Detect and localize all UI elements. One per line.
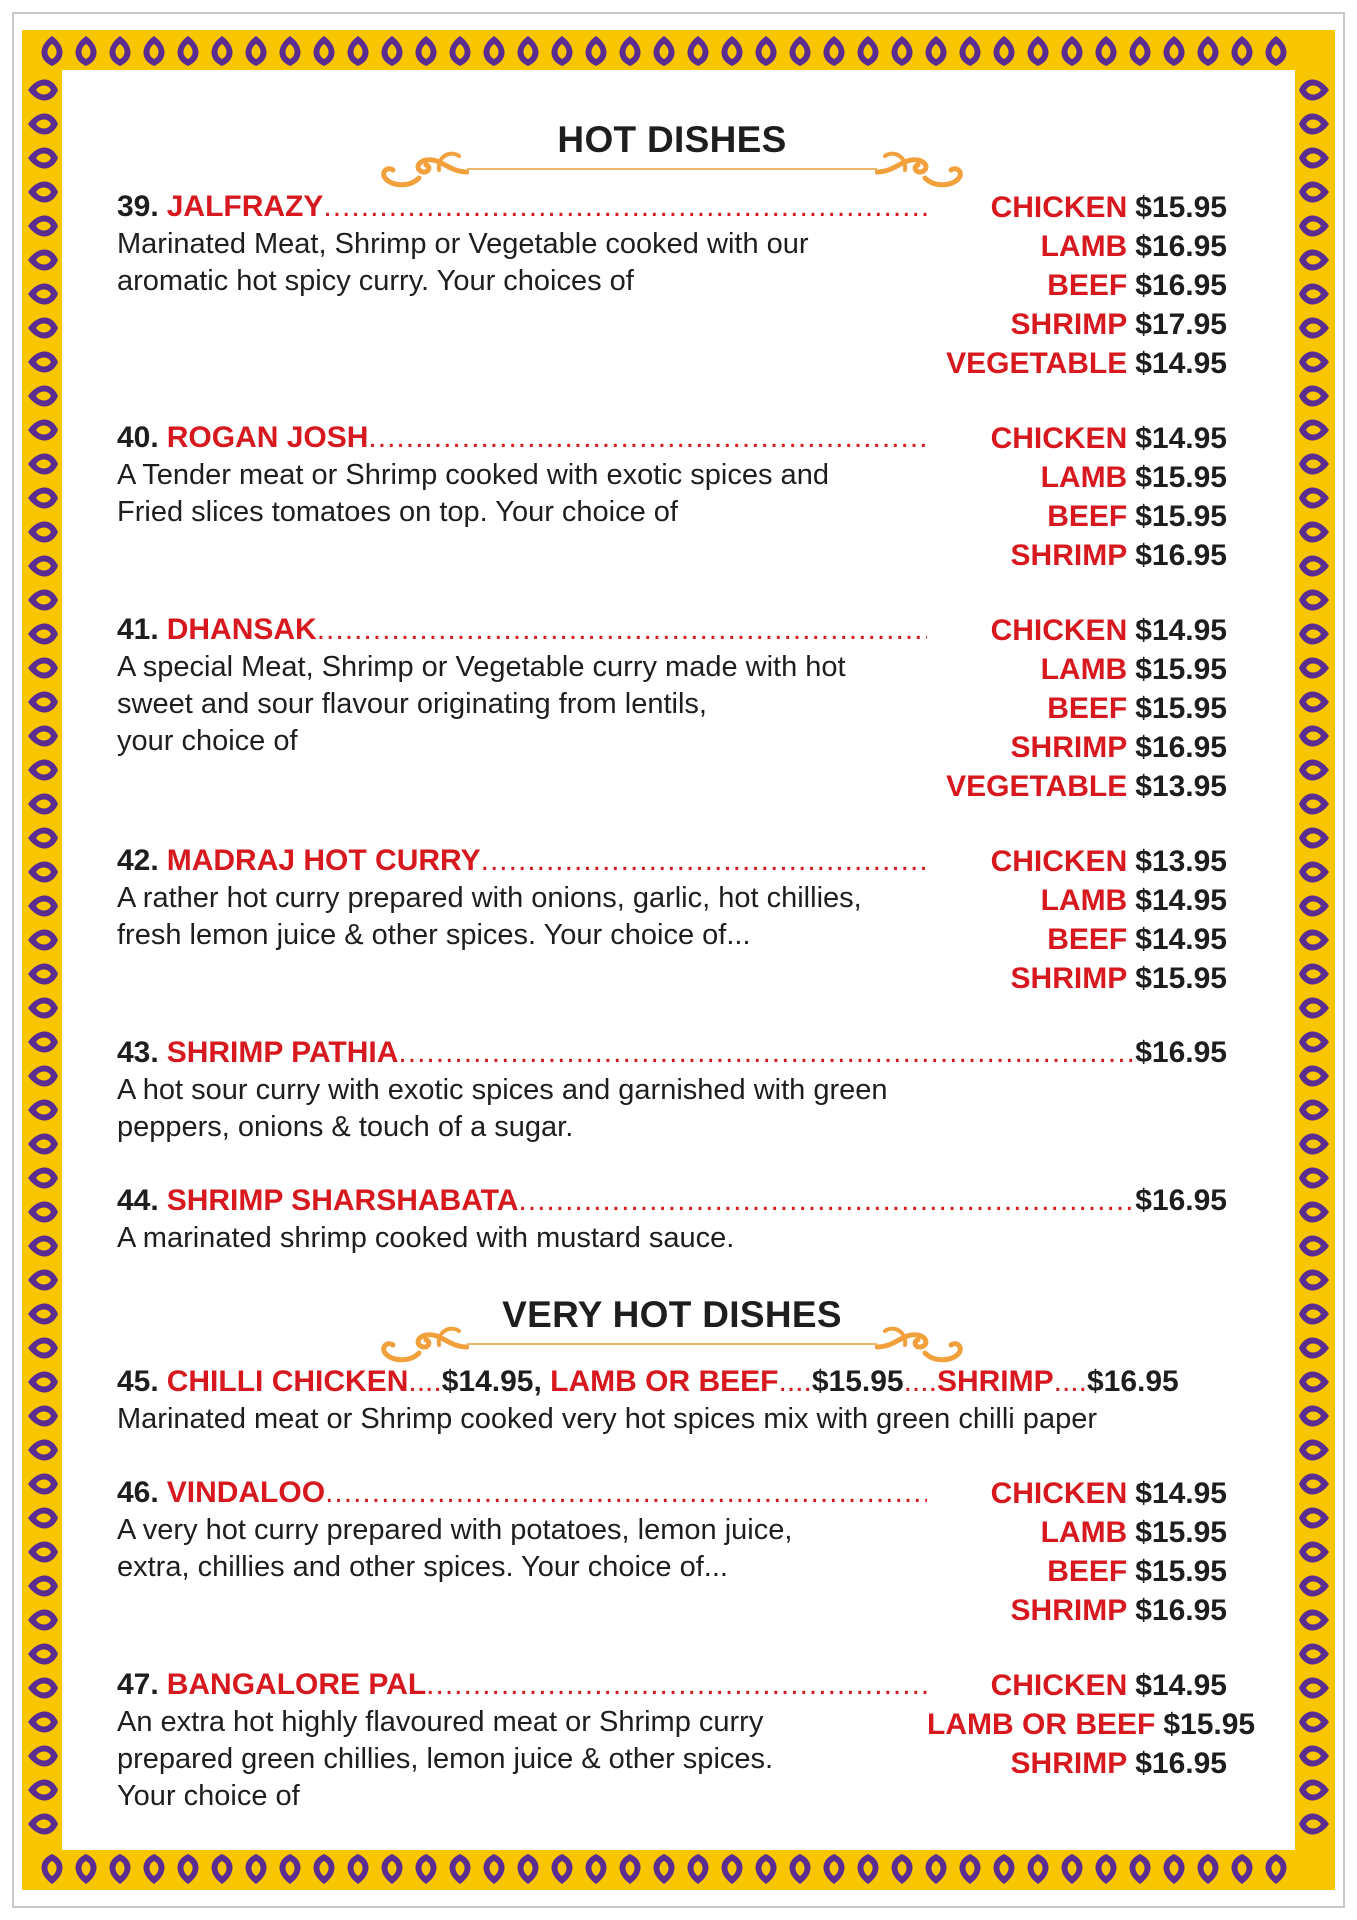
price-list bbox=[927, 1474, 1227, 1630]
price-row bbox=[927, 767, 1227, 806]
price-value: $15.95 bbox=[1135, 1555, 1227, 1588]
price-label: SHRIMP bbox=[1010, 1594, 1128, 1627]
price-value: $14.95 bbox=[1135, 422, 1227, 455]
price-row bbox=[927, 497, 1227, 536]
section-title: VERY HOT DISHES bbox=[502, 1294, 842, 1335]
price-value: $16.95 bbox=[1135, 539, 1227, 572]
item-description: A rather hot curry prepared with onions, garlic, hot chillies, fresh lemon juice & other spices. Your choice of... bbox=[117, 882, 862, 951]
price-row bbox=[927, 920, 1227, 959]
price-label: BEEF bbox=[1047, 692, 1128, 725]
item-name: MADRAJ HOT CURRY bbox=[166, 844, 481, 877]
dot-leader bbox=[481, 842, 927, 880]
flourish-left-icon bbox=[379, 1323, 469, 1367]
price-row bbox=[927, 1666, 1227, 1705]
price-row bbox=[927, 1513, 1227, 1552]
price-row bbox=[927, 1591, 1227, 1630]
dot-leader bbox=[323, 188, 927, 226]
dot-leader bbox=[368, 419, 927, 457]
price-row bbox=[927, 1474, 1227, 1513]
price-row bbox=[927, 1705, 1256, 1744]
price-value: $15.95 bbox=[1135, 461, 1227, 494]
price-label: VEGETABLE bbox=[946, 770, 1128, 803]
item-name: SHRIMP PATHIA bbox=[166, 1036, 399, 1069]
item-number: 41. bbox=[117, 613, 159, 646]
price-label: LAMB OR BEEF bbox=[550, 1365, 779, 1398]
price-row bbox=[927, 419, 1227, 458]
item-name: SHRIMP SHARSHABATA bbox=[166, 1184, 519, 1217]
price-row bbox=[927, 1552, 1227, 1591]
price-value: $16.95 bbox=[1135, 1184, 1227, 1217]
price-label: CHICKEN bbox=[990, 1669, 1128, 1702]
price-value: $15.95 bbox=[1135, 653, 1227, 686]
price-label: SHRIMP bbox=[936, 1365, 1054, 1398]
price-label: LAMB bbox=[1040, 461, 1128, 494]
price-row bbox=[927, 458, 1227, 497]
price-label: LAMB bbox=[1040, 230, 1128, 263]
item-number: 47. bbox=[117, 1668, 159, 1701]
price-list bbox=[927, 419, 1227, 575]
section-header-very-hot-dishes bbox=[117, 1283, 1227, 1363]
menu-content bbox=[117, 108, 1256, 1815]
price-value: $14.95 bbox=[441, 1365, 534, 1398]
price-label: SHRIMP bbox=[1010, 539, 1128, 572]
menu-item-shrimp-sharshabata bbox=[117, 1182, 1227, 1257]
item-description: An extra hot highly flavoured meat or Shrimp curry prepared green chillies, lemon juice & other spices. Your choice of bbox=[117, 1706, 774, 1812]
price-row bbox=[927, 227, 1227, 266]
price-label: BEEF bbox=[1047, 500, 1128, 533]
price-row bbox=[927, 650, 1227, 689]
dot-leader: .... bbox=[903, 1365, 937, 1398]
price-value: $15.95 bbox=[1135, 191, 1227, 224]
price-label: CHICKEN bbox=[990, 614, 1128, 647]
price-label: LAMB bbox=[1040, 1516, 1128, 1549]
price-row bbox=[927, 344, 1227, 383]
price-row bbox=[927, 305, 1227, 344]
flourish-right-icon bbox=[875, 1323, 965, 1367]
price-value: $14.95 bbox=[1135, 614, 1227, 647]
price-row bbox=[927, 1744, 1227, 1783]
price-value: $16.95 bbox=[1135, 1747, 1227, 1780]
price-value: $15.95 bbox=[1135, 1516, 1227, 1549]
header-rule bbox=[467, 1343, 877, 1345]
menu-item-shrimp-pathia bbox=[117, 1034, 1227, 1146]
price-label: SHRIMP bbox=[1010, 731, 1128, 764]
section-header-hot-dishes bbox=[117, 108, 1227, 188]
item-number: 39. bbox=[117, 190, 159, 223]
price-value: $17.95 bbox=[1135, 308, 1227, 341]
item-description: A Tender meat or Shrimp cooked with exotic spices and Fried slices tomatoes on top. Your choice of bbox=[117, 459, 829, 528]
price-label: BEEF bbox=[1047, 269, 1128, 302]
price-value: $16.95 bbox=[1086, 1365, 1179, 1398]
menu-item-vindaloo bbox=[117, 1474, 1227, 1630]
flourish-left-icon bbox=[379, 148, 469, 192]
menu-item-bangalore-pal bbox=[117, 1666, 1256, 1815]
price-label: CHICKEN bbox=[990, 422, 1128, 455]
item-number: 44. bbox=[117, 1184, 159, 1217]
price-value: $14.95 bbox=[1135, 884, 1227, 917]
price-row bbox=[927, 959, 1227, 998]
price-value: $16.95 bbox=[1135, 1036, 1227, 1069]
price-label: BEEF bbox=[1047, 923, 1128, 956]
price-row bbox=[927, 188, 1227, 227]
price-value: $15.95 bbox=[811, 1365, 904, 1398]
price-value: $16.95 bbox=[1135, 269, 1227, 302]
dot-leader bbox=[426, 1666, 927, 1704]
price-value: $16.95 bbox=[1135, 1594, 1227, 1627]
price-value: $13.95 bbox=[1135, 770, 1227, 803]
dot-leader: .... bbox=[1053, 1365, 1087, 1398]
price-label: SHRIMP bbox=[1010, 1747, 1128, 1780]
item-number: 46. bbox=[117, 1476, 159, 1509]
price-list bbox=[927, 842, 1227, 998]
price-label: LAMB OR BEEF bbox=[927, 1708, 1156, 1741]
menu-item-dhansak bbox=[117, 611, 1227, 806]
item-number: 43. bbox=[117, 1036, 159, 1069]
price-list bbox=[927, 188, 1227, 383]
price-label: LAMB bbox=[1040, 884, 1128, 917]
section-title: HOT DISHES bbox=[557, 119, 787, 160]
price-list bbox=[927, 611, 1227, 806]
price-value: $14.95 bbox=[1135, 923, 1227, 956]
item-description: A hot sour curry with exotic spices and garnished with green peppers, onions & touch of a sugar. bbox=[117, 1074, 888, 1143]
price-row bbox=[927, 536, 1227, 575]
price-value: $16.95 bbox=[1135, 230, 1227, 263]
item-name: DHANSAK bbox=[166, 613, 317, 646]
dot-leader bbox=[518, 1182, 1135, 1220]
item-name: VINDALOO bbox=[166, 1476, 326, 1509]
dot-leader bbox=[325, 1474, 927, 1512]
price-row bbox=[927, 611, 1227, 650]
item-number: 45. bbox=[117, 1365, 159, 1398]
dot-leader bbox=[317, 611, 927, 649]
price-value: $16.95 bbox=[1135, 731, 1227, 764]
menu-item-madraj-hot-curry bbox=[117, 842, 1227, 998]
item-description: Marinated meat or Shrimp cooked very hot spices mix with green chilli paper bbox=[117, 1403, 1097, 1435]
dot-leader: .... bbox=[408, 1365, 442, 1398]
item-description: A marinated shrimp cooked with mustard sauce. bbox=[117, 1222, 735, 1254]
price-row bbox=[927, 842, 1227, 881]
price-label: BEEF bbox=[1047, 1555, 1128, 1588]
price-label: SHRIMP bbox=[1010, 962, 1128, 995]
item-description: A special Meat, Shrimp or Vegetable curry made with hot sweet and sour flavour originating from lentils, your choice of bbox=[117, 651, 846, 757]
dot-leader: .... bbox=[778, 1365, 812, 1398]
price-value: $15.95 bbox=[1135, 500, 1227, 533]
price-value: $15.95 bbox=[1135, 962, 1227, 995]
item-name: JALFRAZY bbox=[166, 190, 324, 223]
price-value: $14.95 bbox=[1135, 1477, 1227, 1510]
item-number: 40. bbox=[117, 421, 159, 454]
price-label: CHICKEN bbox=[990, 191, 1128, 224]
item-number: 42. bbox=[117, 844, 159, 877]
menu-item-chilli-chicken: 45. CHILLI CHICKEN....$14.95, LAMB OR BEEF....$15.95....SHRIMP....$16.95 Marinated meat or Shrimp cooked very hot spices mix with green chilli paper bbox=[117, 1363, 1227, 1438]
item-name: ROGAN JOSH bbox=[166, 421, 369, 454]
header-rule bbox=[467, 168, 877, 170]
price-label: CHICKEN bbox=[990, 845, 1128, 878]
flourish-right-icon bbox=[875, 148, 965, 192]
item-name: BANGALORE PAL bbox=[166, 1668, 427, 1701]
price-label: CHICKEN bbox=[990, 1477, 1128, 1510]
price-row bbox=[927, 266, 1227, 305]
price-value: $15.95 bbox=[1135, 692, 1227, 725]
price-label: LAMB bbox=[1040, 653, 1128, 686]
price-list bbox=[927, 1666, 1256, 1815]
price-value: $15.95 bbox=[1163, 1708, 1256, 1741]
price-row bbox=[927, 728, 1227, 767]
price-value: $14.95 bbox=[1135, 347, 1227, 380]
price-row bbox=[927, 881, 1227, 920]
price-label: VEGETABLE bbox=[946, 347, 1128, 380]
item-name: CHILLI CHICKEN bbox=[166, 1365, 409, 1398]
menu-item-rogan-josh bbox=[117, 419, 1227, 575]
price-row bbox=[927, 689, 1227, 728]
price-value: $13.95 bbox=[1135, 845, 1227, 878]
item-description: A very hot curry prepared with potatoes, lemon juice, extra, chillies and other spices. Your choice of... bbox=[117, 1514, 793, 1583]
item-description: Marinated Meat, Shrimp or Vegetable cooked with our aromatic hot spicy curry. Your choices of bbox=[117, 228, 809, 297]
dot-leader bbox=[398, 1034, 1135, 1072]
price-value: $14.95 bbox=[1135, 1669, 1227, 1702]
menu-item-jalfrazy bbox=[117, 188, 1227, 383]
price-label: SHRIMP bbox=[1010, 308, 1128, 341]
